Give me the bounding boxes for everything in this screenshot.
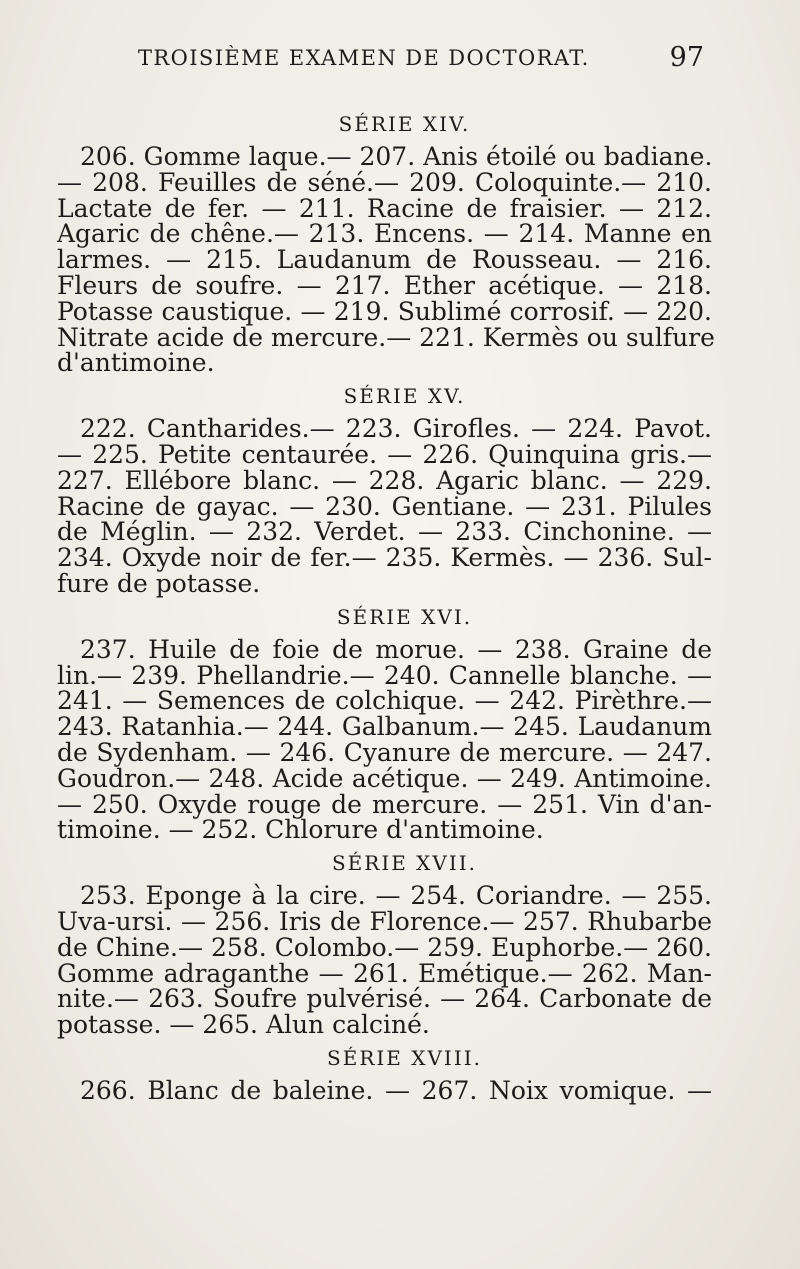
text-line: 222. Cantharides.— 223. Girofles. — 224. Pavot. bbox=[80, 414, 712, 444]
series-title: SÉRIE XV. bbox=[343, 384, 466, 409]
text-line: Lactate de fer. — 211. Racine de fraisier. — 212. bbox=[57, 193, 712, 223]
text-line: d'antimoine. bbox=[57, 348, 215, 378]
text-line: Fleurs de soufre. — 217. Ether acétique. — 218. bbox=[57, 270, 712, 300]
running-head bbox=[60, 42, 710, 82]
text-line: Racine de gayac. — 230. Gentiane. — 231. Pilules bbox=[57, 491, 712, 521]
series-title: SÉRIE XIV. bbox=[338, 112, 471, 136]
text-line: fure de potasse. bbox=[57, 568, 261, 598]
text-line: Nitrate acide de mercure.— 221. Kermès ou sulfure bbox=[57, 322, 715, 352]
text-line: — 208. Feuilles de séné.— 209. Coloquinte.— 210. bbox=[57, 167, 712, 197]
text-line: — 250. Oxyde rouge de mercure. — 251. Vin d'an- bbox=[57, 789, 712, 819]
text-line: Goudron.— 248. Acide acétique. — 249. Antimoine. bbox=[57, 763, 712, 793]
text-line: timoine. — 252. Chlorure d'antimoine. bbox=[57, 815, 544, 845]
text-line: 253. Eponge à la cire. — 254. Coriandre. — 255. bbox=[80, 881, 712, 911]
text-line: 237. Huile de foie de morue. — 238. Graine de bbox=[80, 634, 712, 664]
series-title: SÉRIE XVI. bbox=[336, 604, 473, 629]
text-line: potasse. — 265. Alun calciné. bbox=[57, 1010, 430, 1040]
text-line: de Chine.— 258. Colombo.— 259. Euphorbe.— 260. bbox=[57, 932, 712, 962]
text-line: de Sydenham. — 246. Cyanure de mercure. — 247. bbox=[57, 737, 712, 767]
text-line: lin.— 239. Phellandrie.— 240. Cannelle blanche. — bbox=[57, 660, 712, 690]
text-line: 227. Ellébore blanc. — 228. Agaric blanc. — 229. bbox=[57, 465, 712, 495]
text-line: 234. Oxyde noir de fer.— 235. Kermès. — 236. Sul- bbox=[57, 543, 712, 573]
series-title: SÉRIE XVII. bbox=[331, 851, 478, 876]
text-line: 243. Ratanhia.— 244. Galbanum.— 245. Laudanum bbox=[57, 712, 712, 742]
text-line: 241. — Semences de colchique. — 242. Pirèthre.— bbox=[57, 686, 712, 716]
text-line: larmes. — 215. Laudanum de Rousseau. — 216. bbox=[57, 245, 712, 275]
text-line: Agaric de chêne.— 213. Encens. — 214. Manne en bbox=[57, 219, 712, 249]
text-line: nite.— 263. Soufre pulvérisé. — 264. Carbonate de bbox=[57, 984, 712, 1014]
series-title: SÉRIE XVIII. bbox=[327, 1045, 482, 1070]
text-line: 206. Gomme laque.— 207. Anis étoilé ou badiane. bbox=[80, 142, 713, 171]
text-line: Potasse caustique. — 219. Sublimé corrosif. — 220. bbox=[57, 296, 712, 326]
page-body bbox=[57, 104, 715, 1105]
page-number: 97 bbox=[669, 42, 704, 73]
text-line: Uva-ursi. — 256. Iris de Florence.— 257. Rhubarbe bbox=[57, 906, 712, 936]
text-line: Gomme adraganthe — 261. Emétique.— 262. Man- bbox=[57, 958, 712, 988]
running-head-title: TROISIÈME EXAMEN DE DOCTORAT. bbox=[138, 46, 590, 70]
text-line: de Méglin. — 232. Verdet. — 233. Cinchonine. — bbox=[57, 517, 712, 547]
text-line: 266. Blanc de baleine. — 267. Noix vomique. — bbox=[80, 1075, 712, 1105]
text-line: — 225. Petite centaurée. — 226. Quinquina gris.— bbox=[57, 439, 712, 469]
